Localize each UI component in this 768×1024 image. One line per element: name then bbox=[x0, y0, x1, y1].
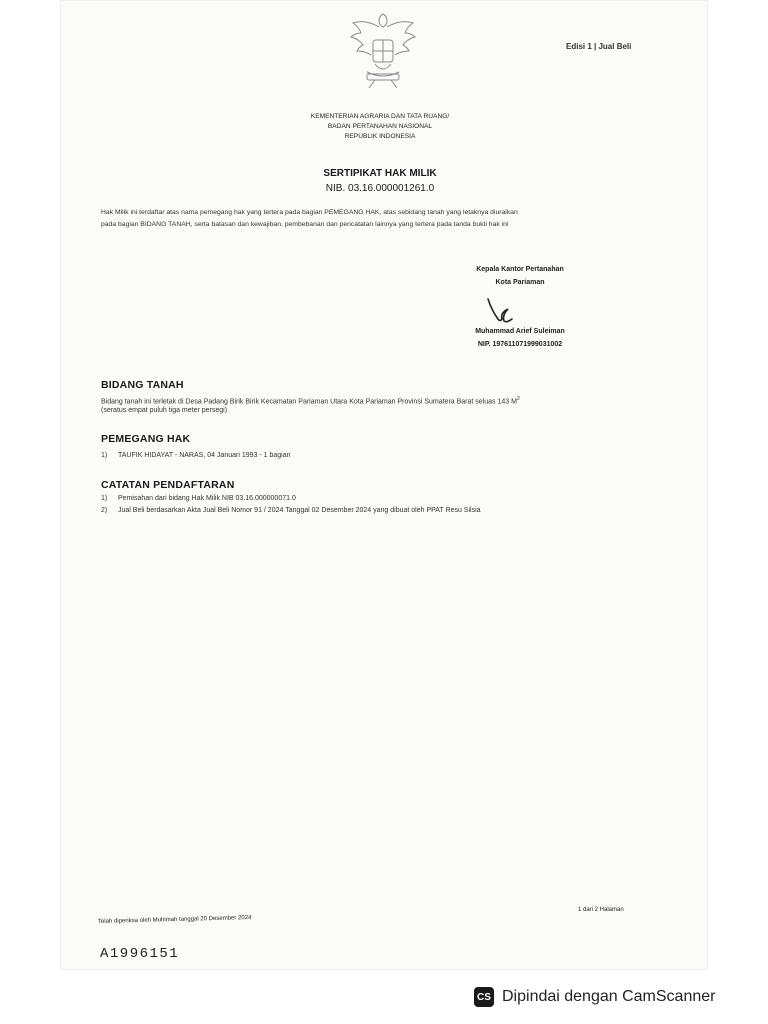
land-description: Bidang tanah ini terletak di Desa Padang Birik Birik Kecamatan Pariaman Utara Kota Pariaman Provinsi Sumatera Barat seluas 143 M bbox=[101, 398, 517, 406]
signer-name: Muhammad Arief Suleiman bbox=[475, 328, 565, 335]
catatan-list bbox=[101, 495, 481, 519]
catatan-pendaftaran-heading: CATATAN PENDAFTARAN bbox=[101, 479, 235, 491]
checked-by-note: Telah diperiksa oleh Muhimah tanggal 20 Desember 2024 bbox=[97, 914, 252, 925]
ministry-header bbox=[240, 112, 520, 142]
list-number: 1) bbox=[101, 452, 108, 459]
list-number: 2) bbox=[101, 507, 108, 514]
ministry-line: KEMENTERIAN AGRARIA DAN TATA RUANG/ bbox=[310, 113, 450, 120]
bidang-tanah-heading: BIDANG TANAH bbox=[101, 379, 184, 391]
area-unit-superscript: 2 bbox=[516, 396, 520, 402]
garuda-emblem-icon bbox=[345, 10, 421, 92]
page-indicator: 1 dari 2 Halaman bbox=[578, 907, 624, 913]
list-number: 1) bbox=[101, 495, 108, 502]
holder-entry: TAUFIK HIDAYAT - NARAS, 04 Januari 1993 - 1 bagian bbox=[118, 452, 291, 459]
intro-line: Hak Milik ini terdaftar atas nama pemegang hak yang tertera pada bagian PEMEGANG HAK, atas sebidang tanah yang letaknya diuraikan bbox=[101, 209, 518, 216]
signer-title: Kepala Kantor Pertanahan bbox=[476, 266, 564, 273]
pemegang-hak-list bbox=[101, 452, 290, 464]
edition-label: Edisi 1 | Jual Beli bbox=[566, 42, 632, 51]
list-item bbox=[101, 507, 481, 519]
camscanner-watermark bbox=[474, 984, 715, 1010]
intro-paragraph bbox=[101, 207, 657, 231]
signer-position bbox=[420, 263, 620, 289]
serial-number: A1996151 bbox=[100, 946, 180, 962]
ministry-line: BADAN PERTANAHAN NASIONAL bbox=[327, 123, 433, 130]
list-item bbox=[101, 452, 290, 464]
certificate-nib: NIB. 03.16.000001261.0 bbox=[325, 183, 435, 194]
ministry-line: REPUBLIK INDONESIA bbox=[344, 133, 416, 140]
list-item bbox=[101, 495, 481, 507]
bidang-tanah-description bbox=[101, 395, 661, 415]
area-in-words: (seratus empat puluh tiga meter persegi) bbox=[101, 407, 228, 415]
signature-mark-icon bbox=[480, 295, 520, 329]
camscanner-label: Dipindai dengan CamScanner bbox=[502, 988, 716, 1005]
registration-note: Jual Beli berdasarkan Akta Jual Beli Nomor 91 / 2024 Tanggal 02 Desember 2024 yang dibuat oleh PPAT Resu Silsia bbox=[118, 507, 481, 514]
signer-identity bbox=[420, 325, 620, 351]
signer-office: Kota Pariaman bbox=[495, 279, 545, 286]
certificate-title: SERTIPIKAT HAK MILIK bbox=[323, 168, 437, 179]
signer-nip: NIP. 197611071999031002 bbox=[477, 341, 563, 348]
intro-line: pada bagian BIDANG TANAH, serta batasan dan kewajiban, pembebanan dan pencatatan lainnya yang tertera pada tanda bukti hak ini bbox=[101, 221, 509, 228]
pemegang-hak-heading: PEMEGANG HAK bbox=[101, 433, 191, 445]
camscanner-logo-icon: CS bbox=[474, 987, 494, 1007]
registration-note: Pemisahan dari bidang Hak Milik NIB 03.16.000000071.0 bbox=[118, 495, 296, 502]
